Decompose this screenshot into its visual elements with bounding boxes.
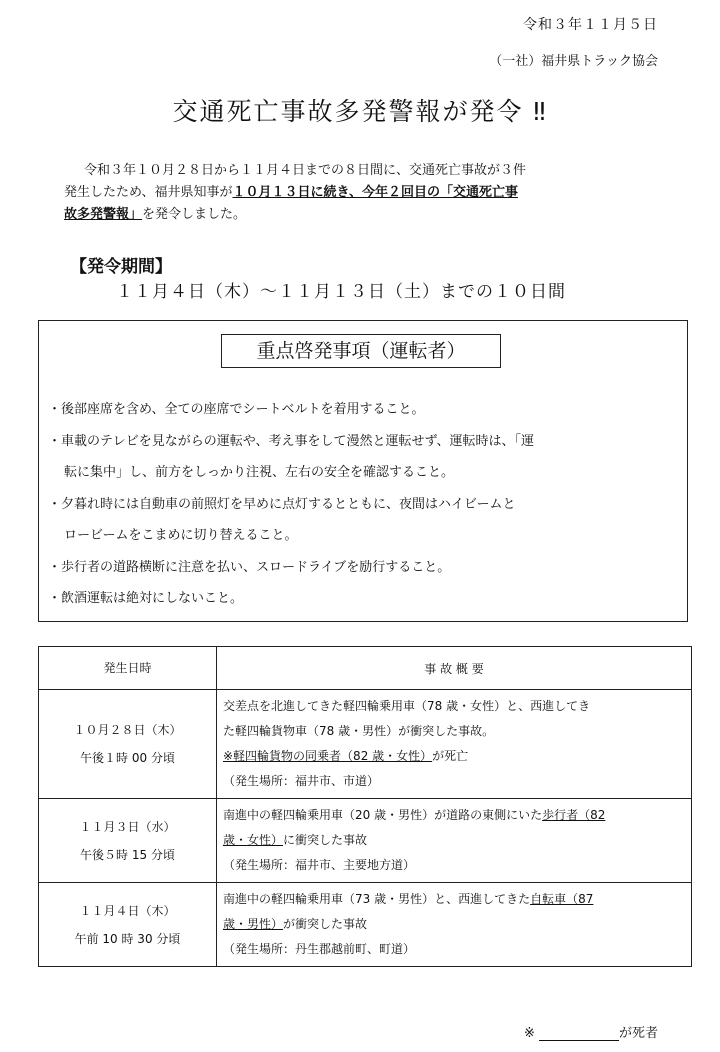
summary-line: た軽四輪貨物車（78 歳・男性）が衝突した事故。	[223, 724, 495, 738]
organization-name: （一社）福井県トラック協会	[489, 54, 658, 69]
table-row	[39, 883, 692, 967]
table-cell-summary	[217, 883, 692, 967]
focus-item: ・飲酒運転は絶対にしないこと。	[48, 591, 244, 606]
table-cell-summary	[217, 690, 692, 799]
focus-item: ・夕暮れ時には自動車の前照灯を早めに点灯するとともに、夜間はハイビームと	[48, 496, 516, 512]
focus-item: ・車載のテレビを見ながらの運転や、考え事をして漫然と運転せず、運転時は、「運	[48, 433, 534, 449]
summary-line	[223, 912, 685, 937]
period-value: １１月４日（木）～１１月１３日（土）までの１０日間	[116, 282, 566, 302]
table-row	[39, 690, 692, 799]
summary-line	[223, 744, 685, 769]
victim-underlined: ※軽四輪貨物の同乗者（82 歳・女性）	[223, 749, 433, 763]
table-cell-date	[39, 799, 217, 883]
focus-item: 転に集中」し、前方をしっかり注視、左右の安全を確認すること。	[64, 465, 455, 480]
summary-location: （発生場所：福井市、主要地方道）	[223, 858, 416, 872]
victim-underlined: 歳・男性）	[223, 917, 284, 931]
summary-line	[223, 828, 685, 853]
intro-line-3	[64, 204, 664, 226]
intro-text: を発令しました。	[142, 207, 247, 222]
summary-text: が死亡	[432, 749, 469, 763]
focus-item: ・歩行者の道路横断に注意を払い、スロードライブを励行すること。	[48, 559, 451, 575]
summary-line: 交差点を北進してきた軽四輪乗用車（78 歳・女性）と、西進してき	[223, 699, 591, 713]
summary-text: 南進中の軽四輪乗用車（20 歳・男性）が道路の東側にいた	[223, 808, 543, 822]
intro-underlined: 故多発警報」	[64, 207, 143, 222]
intro-text: 発生したため、福井県知事が	[64, 185, 233, 200]
accident-date: １１月３日（水）	[79, 819, 176, 834]
table-cell-date	[39, 690, 217, 799]
table-row	[39, 799, 692, 883]
column-header-date: 発生日時	[39, 647, 217, 690]
intro-line-1: 令和３年１０月２８日から１１月４日までの８日間に、交通死亡事故が３件	[84, 163, 527, 178]
underline-sample	[539, 1028, 619, 1041]
focus-item: ・後部座席を含め、全ての座席でシートベルトを着用すること。	[48, 402, 425, 417]
focus-box-title: 重点啓発事項（運転者）	[221, 334, 501, 368]
victim-underlined: 歳・女性）	[223, 833, 284, 847]
note-mark: ※	[523, 1026, 535, 1041]
intro-paragraph	[64, 160, 664, 226]
table-cell-summary	[217, 799, 692, 883]
summary-line	[223, 887, 685, 912]
intro-underlined: １０月１３日に続き、今年２回目の「交通死亡事	[232, 185, 518, 200]
accident-time: 午後５時 15 分頃	[80, 847, 175, 862]
table-cell-date	[39, 883, 217, 967]
victim-underlined: 歩行者（82	[542, 808, 606, 822]
summary-text: 南進中の軽四輪乗用車（73 歳・男性）と、西進してきた	[223, 892, 531, 906]
period-heading: 【発令期間】	[70, 257, 172, 277]
footer-note	[524, 1022, 658, 1041]
table-header-row	[39, 647, 692, 690]
summary-location: （発生場所：福井市、市道）	[223, 774, 380, 788]
summary-text: に衝突した事故	[283, 833, 368, 847]
focus-item: ロービームをこまめに切り替えること。	[64, 528, 298, 543]
accident-table	[38, 646, 692, 967]
accident-time: 午後１時 00 分頃	[80, 751, 175, 765]
summary-location: （発生場所：丹生郡越前町、町道）	[223, 942, 416, 956]
note-text: が死者	[618, 1026, 658, 1041]
intro-line-2	[64, 182, 664, 204]
accident-date: １１月４日（木）	[79, 903, 176, 918]
column-header-summary: 事 故 概 要	[217, 647, 692, 690]
summary-text: が衝突した事故	[283, 917, 368, 931]
page-title: 交通死亡事故多発警報が発令 ‼	[172, 97, 548, 126]
document-date: 令和３年１１月５日	[523, 17, 658, 33]
focus-list	[48, 394, 684, 615]
victim-underlined: 自転車（87	[530, 892, 594, 906]
accident-date: １０月２８日（木）	[73, 723, 182, 737]
summary-line	[223, 803, 685, 828]
accident-time: 午前 10 時 30 分頃	[74, 931, 181, 946]
